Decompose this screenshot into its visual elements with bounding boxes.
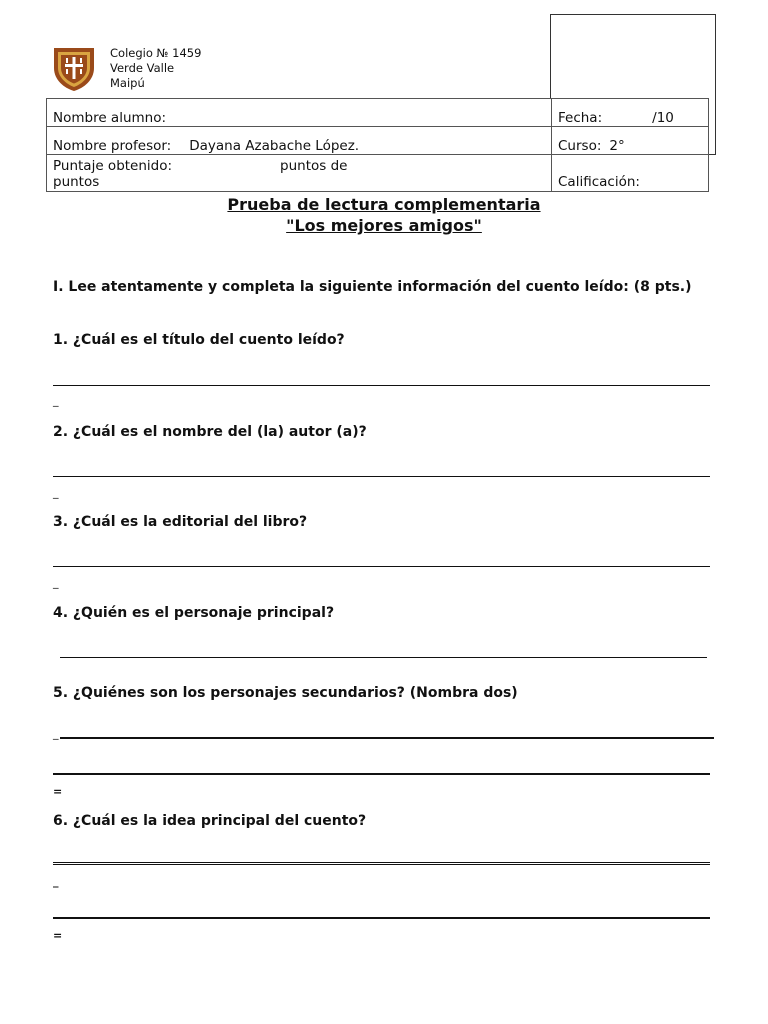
line-mark: _ [53,875,59,888]
school-location: Verde Valle [110,61,175,75]
line-mark: = [53,929,63,942]
question-2: 2. ¿Cuál es el nombre del (la) autor (a)? [53,424,367,440]
question-4: 4. ¿Quién es el personaje principal? [53,605,335,621]
answer-line-6a[interactable] [53,862,710,865]
grade-field[interactable]: Calificación: [552,155,709,192]
question-5: 5. ¿Quiénes son los personajes secundarios? (Nombra dos) [53,685,518,701]
line-mark: _ [53,486,59,499]
score-field[interactable]: Puntaje obtenido: puntos de puntos [47,155,552,192]
course-field: Curso: 2° [552,127,709,155]
question-1: 1. ¿Cuál es el título del cuento leído? [53,332,345,348]
answer-line-4[interactable] [60,657,707,658]
answer-line-5a[interactable] [60,737,714,739]
line-mark: _ [53,576,59,589]
instructions: I. Lee atentamente y completa la siguiente información del cuento leído: (8 pts.) [53,279,692,295]
line-mark: _ [53,727,59,740]
teacher-field: Nombre profesor: Dayana Azabache López. [47,127,552,155]
answer-line-1[interactable] [53,385,710,386]
answer-line-2[interactable] [53,476,710,477]
question-3: 3. ¿Cuál es la editorial del libro? [53,514,308,530]
answer-line-5b[interactable] [53,773,710,775]
student-name-field[interactable]: Nombre alumno: [47,99,552,127]
score-out-of: /10 [652,110,674,126]
teacher-name: Dayana Azabache López. [189,138,360,154]
title-line-2: "Los mejores amigos" [286,216,482,235]
line-mark: _ [53,394,59,407]
exam-title [0,194,768,236]
school-crest-icon [52,46,96,92]
question-6: 6. ¿Cuál es la idea principal del cuento? [53,813,367,829]
line-mark: = [53,785,63,798]
school-info [110,46,201,91]
title-line-1: Prueba de lectura complementaria [227,195,541,214]
date-field[interactable]: Fecha: /10 [552,99,709,127]
student-info-table [46,98,709,192]
answer-line-6b[interactable] [53,917,710,919]
school-commune: Maipú [110,76,145,90]
course-value: 2° [609,138,625,154]
answer-line-3[interactable] [53,566,710,567]
school-name: Colegio № 1459 [110,46,202,60]
